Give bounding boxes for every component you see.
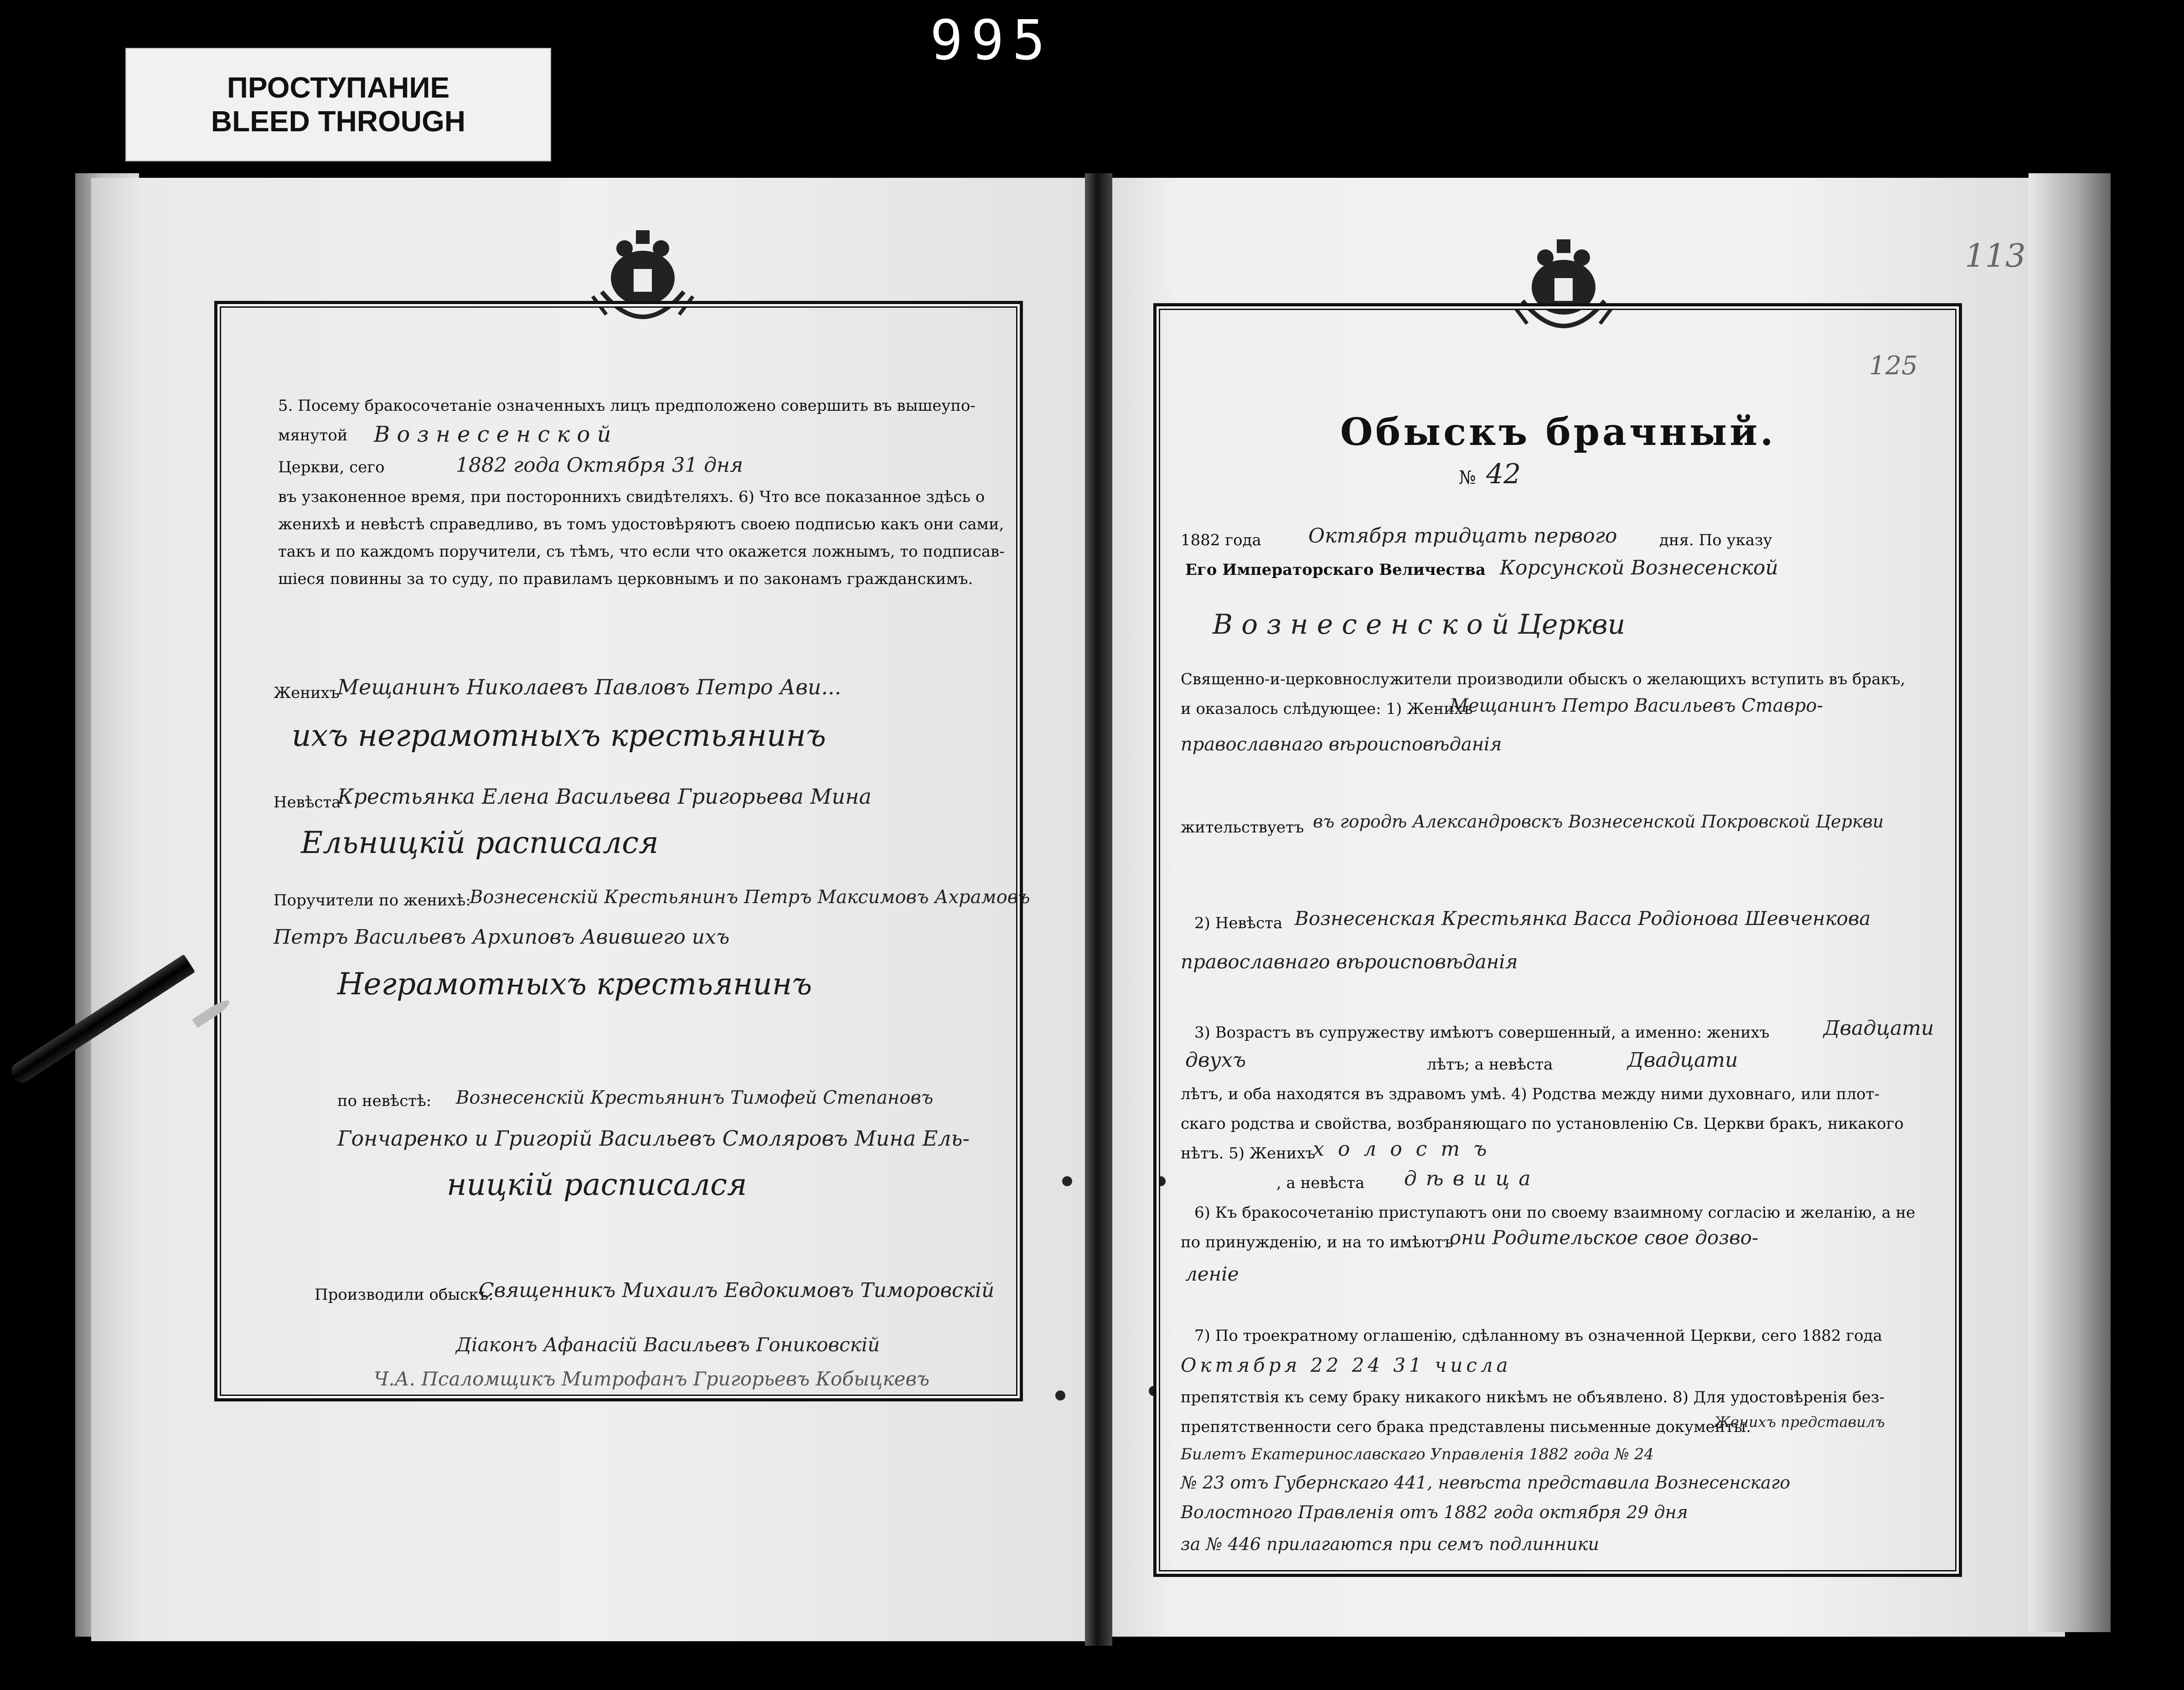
age-line-4: скаго родства и свойства, возбраняющаго по установленію Св. Церкви бракъ, никакого [1181, 1115, 1904, 1133]
performed-handwritten-3: Ч.А. Псаломщикъ Митрофанъ Григорьевъ Кобыцкевъ [374, 1368, 929, 1390]
consent-handwritten: они Родительское свое дозво- [1450, 1226, 1759, 1249]
binding-hole [1055, 1390, 1065, 1401]
clergy-line-2: и оказалось слѣдующее: 1) Женихъ [1181, 700, 1473, 718]
age-line-5b: , а невѣста [1276, 1174, 1365, 1192]
bride-handwritten-2: Ельницкій расписался [301, 825, 659, 860]
groom-status-handwritten: холостъ [1313, 1137, 1501, 1161]
right-page-border [1153, 303, 1962, 1577]
sticker-line-2: BLEED THROUGH [211, 104, 466, 138]
proclamation-handwritten-6: № 23 отъ Губернскаго 441, невѣста представила Вознесенскаго [1181, 1473, 1791, 1493]
sponsors-groom-handwritten-2: Петръ Васильевъ Архиповъ Авившего ихъ [274, 925, 730, 949]
year-handwritten: Октября тридцать первого [1308, 524, 1617, 548]
left-date-handwritten: 1882 года Октября 31 дня [456, 454, 743, 477]
bride-status-handwritten: дѣвица [1404, 1167, 1540, 1190]
sticker-line-1: ПРОСТУПАНИЕ [227, 71, 450, 104]
residence-handwritten: въ городѣ Александровскъ Вознесенской Покровской Церкви [1313, 811, 1884, 832]
bride-handwritten-1: Крестьянка Еленa Васильева Григорьева Мина [337, 784, 872, 809]
proclamation-handwritten-5: Билетъ Екатеринославскаго Управленія 1882 года № 24 [1181, 1445, 1654, 1463]
proclamation-line-3: препятствія къ сему браку никакого никѣмъ не объявлено. 8) Для удостовѣренія без- [1181, 1388, 1885, 1406]
performed-handwritten-2: Діаконъ Афанасій Васильевъ Гониковскій [456, 1333, 880, 1356]
frame-number: 995 [930, 9, 1053, 72]
left-intro-line-7: шіеся повинны за то суду, по правиламъ церковнымъ и по законамъ гражданскимъ. [278, 570, 973, 588]
record-number-label: № [1459, 467, 1476, 488]
bride-faith-handwritten: православнаго вѣроисповѣданія [1181, 951, 1518, 973]
church-handwritten: В о з н е с е н с к о й Церкви [1213, 609, 1626, 641]
groom-label: Женихъ [274, 684, 340, 702]
binding-hole [1062, 1176, 1072, 1186]
sponsors-groom-label: Поручители по женихѣ: [274, 891, 471, 910]
bleed-through-sticker [125, 48, 551, 161]
clergy-handwritten-3: православнаго вѣроисповѣданія [1181, 734, 1502, 755]
sponsors-groom-handwritten-1: Вознесенскій Крестьянинъ Петръ Максимовъ Ахрамовъ [470, 887, 1030, 908]
majesty-handwritten: Корсунской Вознесенской [1500, 556, 1778, 579]
left-intro-line-4: въ узаконенное время, при постороннихъ свидѣтеляхъ. 6) Что все показанное здѣсь о [278, 488, 985, 506]
proclamation-handwritten-4: Женихъ представилъ [1714, 1413, 1885, 1431]
age-groom-handwritten-2: двухъ [1185, 1049, 1246, 1072]
groom-handwritten-1: Мещанинъ Николаевъ Павловъ Петро Ави... [337, 675, 842, 699]
proclamation-line-1: 7) По троекратному оглашенію, сдѣланному въ означенной Церкви, сего 1882 года [1194, 1327, 1882, 1345]
proclamation-line-4: препятственности сего брака представлены письменные документы. [1181, 1418, 1751, 1436]
proclamation-handwritten-dates: Октября 22 24 31 числа [1181, 1354, 1512, 1376]
left-intro-line-1: 5. Посему бракосочетаніе означенныхъ лицъ предположено совершить въ вышеупо- [278, 397, 976, 415]
sponsors-bride-handwritten-2: Гончаренко и Григорій Васильевъ Смоляровъ Мина Ель- [337, 1126, 970, 1151]
left-intro-line-5: женихѣ и невѣстѣ справедливо, въ томъ удостовѣряютъ своею подписью какъ они сами, [278, 515, 1004, 533]
record-number-value: 42 [1486, 458, 1521, 490]
left-intro-line-6: такъ и по каждомъ поручители, съ тѣмъ, что если что окажется ложнымъ, то подписав- [278, 543, 1005, 561]
sponsors-bride-handwritten-1: Вознесенскій Крестьянинъ Тимофей Степановъ [456, 1087, 934, 1108]
performed-handwritten-1: Священникъ Михаилъ Евдокимовъ Тиморовскій [479, 1279, 995, 1302]
sponsors-groom-handwritten-3: Неграмотныхъ крестьянинъ [337, 966, 812, 1002]
clergy-line-1: Священно-и-церковнослужители производили обыскъ о желающихъ вступить въ бракъ, [1181, 670, 1905, 688]
consent-handwritten-2: леніе [1185, 1263, 1239, 1285]
age-line-1: 3) Возрастъ въ супружеству имѣютъ совершенный, а именно: женихъ [1194, 1023, 1770, 1042]
majesty-line: Его Императорскаго Величества [1185, 561, 1486, 579]
bride-section-label: 2) Невѣста [1194, 914, 1283, 932]
corner-page-number: 113 [1965, 237, 2026, 274]
age-line-2: лѣтъ; а невѣста [1427, 1055, 1553, 1074]
bride-label: Невѣста [274, 793, 341, 811]
book-spine [1085, 173, 1112, 1646]
proclamation-handwritten-8: за № 446 прилагаются при семъ подлинники [1181, 1534, 1599, 1554]
document-title: Обыскъ брачный. [1340, 410, 1776, 454]
year-prefix: 1882 года [1181, 531, 1261, 549]
age-line-3: лѣтъ, и оба находятся въ здравомъ умѣ. 4) Родства между ними духовнаго, или плот- [1181, 1085, 1880, 1103]
sponsors-bride-handwritten-3: ницкій расписался [447, 1167, 747, 1202]
age-line-5: нѣтъ. 5) Женихъ [1181, 1144, 1316, 1163]
clergy-handwritten-2: Мещанинъ Петро Васильевъ Ставро- [1450, 695, 1823, 716]
consent-line-1: 6) Къ бракосочетанію приступаютъ они по своему взаимному согласію и желанію, а не [1194, 1204, 1916, 1222]
residence-label: жительствуетъ [1181, 818, 1304, 837]
groom-handwritten-2: ихъ неграмотныхъ крестьянинъ [292, 718, 826, 753]
year-suffix: дня. По указу [1659, 531, 1772, 549]
performed-label: Производили обыскъ: [315, 1286, 494, 1304]
left-intro-line-3: Церкви, сего [278, 458, 385, 476]
right-page-edge [2029, 173, 2111, 1632]
consent-line-2: по принужденію, и на то имѣютъ [1181, 1233, 1453, 1251]
age-groom-handwritten: Двадцати [1823, 1017, 1934, 1040]
right-page-number: 125 [1869, 351, 1918, 381]
left-intro-line-2: мянутой [278, 426, 348, 444]
proclamation-handwritten-7: Волостного Правленія отъ 1882 года октября 29 дня [1181, 1502, 1688, 1522]
left-church-handwritten: В о з н е с е н с к о й [374, 422, 611, 447]
age-bride-handwritten: Двадцати [1627, 1049, 1738, 1072]
bride-section-handwritten: Вознесенская Крестьянка Васса Родіонова Шевченкова [1295, 907, 1871, 930]
sponsors-bride-label: по невѣстѣ: [337, 1092, 432, 1110]
